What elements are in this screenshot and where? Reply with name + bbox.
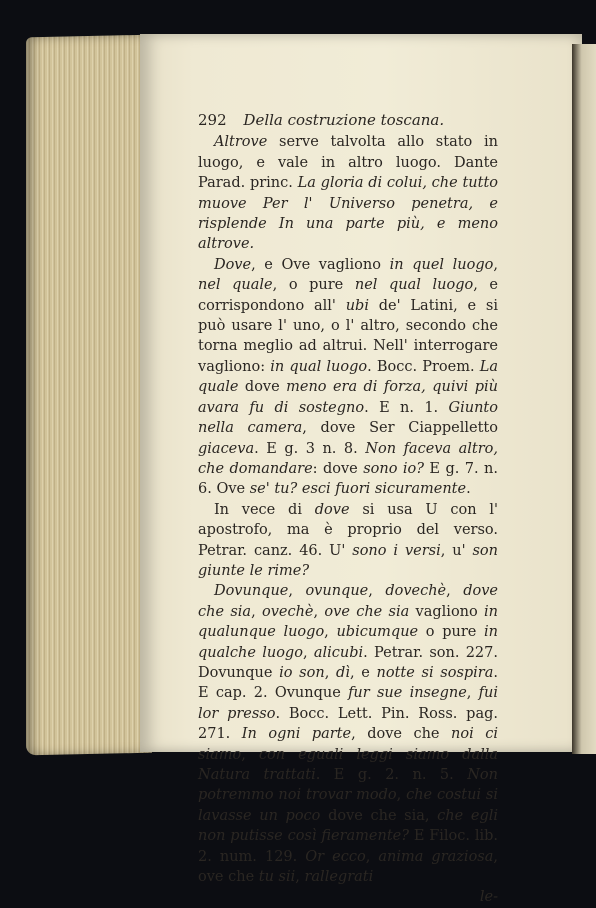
text-run: , <box>324 664 337 681</box>
text-run: , o pure <box>272 277 355 294</box>
italic-run: In ogni parte <box>241 726 352 743</box>
italic-run: che costui si lavasse un poco <box>198 787 498 824</box>
text-run: , <box>446 583 464 600</box>
text-run: . E cap. 2. Ovunque <box>198 664 498 702</box>
italic-run: in quel luogo <box>389 256 494 273</box>
text-run: dove <box>238 379 287 396</box>
text-run: , <box>368 583 386 600</box>
italic-run: Dovunque <box>213 583 289 600</box>
text-run: . E g. 2. n. 5. <box>315 767 468 783</box>
text-run: , <box>324 624 337 641</box>
text-run: , ove che <box>198 848 498 886</box>
italic-run: sono i versi <box>352 542 441 559</box>
italic-run: fui lor presso <box>198 685 498 722</box>
italic-run: che egli non putisse così fieramente? <box>198 807 498 845</box>
text-run: . E g. 3 n. 8. <box>254 440 366 457</box>
text-run: . Bocc. Lett. Pin. Ross. pag. 271. <box>198 705 498 743</box>
italic-run: dì <box>336 664 350 681</box>
text-run: . <box>466 481 471 498</box>
page-edges <box>26 35 152 756</box>
text-run: , <box>302 644 314 661</box>
book-page <box>140 34 582 906</box>
paragraph-dove-ove <box>198 255 498 500</box>
italic-run: Non potremmo noi trovar modo <box>198 767 498 804</box>
text-run: , <box>295 869 305 886</box>
text-run: de' Latini, e si può usare l' uno, o l' altro, secondo che torna meglio ad altrui. Nell' interrogare vagliono: <box>198 297 498 375</box>
italic-run: ubi <box>345 297 369 314</box>
italic-run: io son <box>279 664 325 681</box>
italic-run: dove <box>314 501 350 518</box>
text-run: , <box>493 256 498 273</box>
text-run: , e Ove vagliono <box>251 256 390 273</box>
italic-run: anima graziosa <box>378 848 494 865</box>
italic-run: son giunte le rime? <box>198 542 498 579</box>
text-run: . E n. 1. <box>364 399 449 416</box>
text-run: , <box>288 583 306 600</box>
text-run: serve talvolta allo stato in luogo, e vale in altro luogo. Dante Parad. princ. <box>198 134 498 192</box>
text-run: , <box>396 787 407 804</box>
italic-run: La gloria di colui, che tutto muove Per l' Universo penetra, e risplende In una parte più, e meno altrove. <box>198 175 498 253</box>
italic-run: ove che sia <box>324 603 410 620</box>
paragraph-dovunque <box>198 581 498 887</box>
text-run: o pure <box>418 624 485 641</box>
facing-page-edge <box>572 44 596 754</box>
italic-run: alicubi <box>313 644 364 661</box>
paragraph-altrove <box>198 132 498 254</box>
italic-run: sono io? <box>363 460 424 477</box>
text-run: , <box>241 746 259 763</box>
text-run: . Bocc. Proem. <box>367 358 480 375</box>
text-run: vagliono <box>409 603 485 620</box>
italic-run: ovunque <box>305 583 369 600</box>
italic-run: Non faceva altro, che domandare <box>198 440 499 477</box>
text-run: , <box>313 603 325 620</box>
text-run: . Petrar. son. 227. Dovunque <box>198 644 498 681</box>
italic-run: dovechè <box>385 583 447 600</box>
page-number: 292 <box>198 111 227 129</box>
text-run: , e corrispondono all' <box>198 277 498 314</box>
text-run: , <box>365 848 379 865</box>
italic-run: nel qual luogo <box>354 277 474 294</box>
italic-run: rallegrati <box>304 869 374 886</box>
italic-run: tu sii <box>258 869 296 886</box>
italic-run: dove che sia <box>198 583 498 620</box>
italic-run: con eguali leggi siamo dalla Natura trattati <box>198 746 499 783</box>
text-run: , e <box>349 664 377 681</box>
italic-run: meno era di forza, quivi più avara fu di sostegno <box>198 379 498 416</box>
paragraph-u-apostrofo <box>198 500 498 582</box>
text-run: si usa U con l' apostrofo, ma è proprio del verso. Petrar. canz. 46. U' <box>198 501 498 559</box>
text-run: , <box>251 603 262 620</box>
italic-run: nel quale <box>198 277 273 294</box>
catchword: le- <box>479 889 498 906</box>
text-run: , <box>466 685 479 702</box>
italic-run: La quale <box>198 358 498 396</box>
italic-run: Giunto nella camera <box>198 399 498 437</box>
italic-run: ovechè <box>261 603 314 620</box>
italic-run: fur sue insegne <box>348 685 467 702</box>
italic-run: Or ecco <box>305 848 366 865</box>
text-run: : dove <box>312 460 364 477</box>
italic-run: se' tu? esci fuori sicuramente <box>249 481 467 498</box>
page-text <box>198 110 498 908</box>
text-run: E g. 7. n. 6. Ove <box>198 460 498 498</box>
text-run: In vece di <box>213 501 315 518</box>
italic-run: in qual luogo <box>270 358 368 375</box>
text-run: , u' <box>440 542 473 559</box>
italic-run: giaceva <box>198 440 255 457</box>
italic-run: noi ci siamo <box>198 726 498 763</box>
text-run: , dove che <box>351 726 452 743</box>
running-title: Della costruzione toscana. <box>243 111 445 129</box>
italic-run: in qualche luogo <box>198 624 498 661</box>
running-header <box>198 110 498 130</box>
text-run: E Filoc. lib. 2. num. 129. <box>198 828 498 865</box>
text-run: , dove Ser Ciappelletto <box>302 420 498 437</box>
italic-run: Altrove <box>213 134 268 151</box>
italic-run: in qualunque luogo <box>198 603 499 641</box>
italic-run: notte si sospira <box>376 664 494 681</box>
italic-run: ubicumque <box>336 624 419 641</box>
italic-run: Dove <box>213 256 252 273</box>
text-run: dove che sia, <box>320 807 438 824</box>
